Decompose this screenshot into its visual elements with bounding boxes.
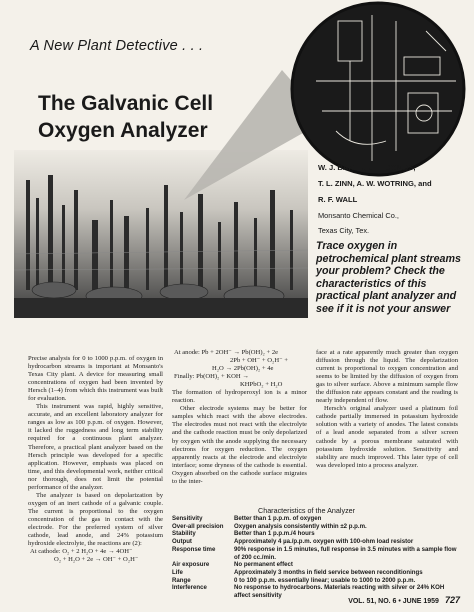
author-line: R. F. WALL <box>318 195 358 204</box>
table-row <box>172 523 462 531</box>
row-value: No permanent effect <box>234 561 293 569</box>
row-value: Oxygen analysis consistently within ±2 p.p.m. <box>234 522 367 530</box>
paragraph: This instrument was rapid, highly sensitive, accurate, and an excellent laboratory analyzer for ranges as low as 100 p.p.m. of oxygen. However, it lacked the ruggedness and long term stability required for a continuous plant analyzer. Therefore, a practical plant analyzer based on the Hersch principle was developed for a specific application. However, emphasis was placed on time, and this developmental work, neither critical nor thorough, does not limit the potential performance of the analyzer. <box>28 403 163 491</box>
characteristics-heading: Characteristics of the Analyzer <box>258 506 356 515</box>
body-column-2 <box>172 349 307 486</box>
row-value: No response to hydrocarbons. Materials reacting with silver or 24% KOH affect sensitivity <box>234 584 445 600</box>
table-row <box>172 561 462 569</box>
paragraph: Hersch's original analyzer used a platinum foil cathode partially immersed in potassium hydroxide solution with a variety of anodes. The latest consists of a lead anode separated from a silver screen cathode by a porous membrane saturated with potassium hydroxide solution. Sensitivity and stability are much improved. This later type of cell was developed into a process analyzer. <box>316 405 458 469</box>
teaser-text: Trace oxygen in petrochemical plant streams your problem? Check the characteristics of this practical plant analyzer and see if it is not your answer <box>316 240 461 315</box>
table-row <box>172 577 462 585</box>
article-title-line1: The Galvanic Cell <box>38 92 214 115</box>
table-row <box>172 569 462 577</box>
row-value: Better than 1 p.p.m. of oxygen <box>234 515 322 522</box>
row-value: 0 to 100 p.p.m. essentially linear; usable to 1000 to 2000 p.p.m. <box>234 576 416 584</box>
row-value: Approximately 3 months in field service between reconditionings <box>234 568 423 576</box>
body-column-1 <box>28 355 163 564</box>
row-label: Over-all precision <box>172 522 224 530</box>
issue-info: VOL. 51, NO. 6 • JUNE 1959 <box>348 598 439 605</box>
equation: H₂O → 2Pb(OH)₂ + 4e <box>212 365 274 373</box>
paragraph: The formation of hydroperoxyl ion is a minor reaction. <box>172 389 307 405</box>
equation: At cathode: O₂ + 2 H₂O + 4e → 4OH⁻ <box>30 548 133 556</box>
row-label: Air exposure <box>172 561 210 569</box>
row-label: Interference <box>172 584 207 592</box>
row-value: 90% response in 1.5 minutes, full response in 3.5 minutes with a sample flow of 200 cc./min. <box>234 545 457 561</box>
paragraph: Other electrode systems may be better for samples which react with the above electrodes. The electrodes must not react with the electrolyte and the cathode reaction must be only depolarized by oxygen with the anode supplying the necessary electrons for oxygen reduction. The oxygen apparently reacts at the electrode and electrolyte interface; some dryness of the cathode is essential. Oxygen absorbed on the cathode surface migrates to the inter- <box>172 405 307 485</box>
page-number: 727 <box>444 595 460 605</box>
kicker-text: A New Plant Detective . . . <box>30 38 204 54</box>
body-column-3 <box>316 349 458 470</box>
row-label: Life <box>172 568 183 576</box>
paragraph: Precise analysis for 0 to 1000 p.p.m. of oxygen in hydrocarbon streams is important at Monsanto's Texas City plant. A device for measuring small concentrations of oxygen had been invented by Hersch (1–4) from which this instrument was built for evaluation. <box>28 355 163 403</box>
equation: At anode: Pb + 2OH⁻ → Pb(OH)₂ + 2e <box>174 349 279 356</box>
author-line: W. J. BAKER, J. F. COMBS, <box>318 163 416 172</box>
paragraph: The analyzer is based on depolarization by oxygen of an inert cathode of a galvanic couple. The current is proportional to the oxygen concentration of the gas in contact with the electrode. For the preferred system of silver cathode, lead anode, and 24% potassium hydroxide electrolyte, the reactions are (2): <box>28 491 163 548</box>
row-value: Approximately 4 µa./p.p.m. oxygen with 100-ohm load resistor <box>234 538 414 546</box>
row-label: Response time <box>172 545 216 553</box>
equation: KHPbO₂ + H₂O <box>240 381 283 389</box>
page-footer <box>348 595 460 605</box>
article-title-line2: Oxygen Analyzer <box>38 119 208 142</box>
row-value: Better than 1 p.p.m./4 hours <box>234 530 315 538</box>
row-label: Range <box>172 576 191 584</box>
affiliation-location: Texas City, Tex. <box>318 226 370 235</box>
author-block <box>318 160 468 238</box>
row-label: Sensitivity <box>172 515 203 522</box>
affiliation: Monsanto Chemical Co., <box>318 211 399 220</box>
equation: O₂ + H₂O + 2e → OH⁻ + O₂H⁻ <box>54 556 139 564</box>
characteristics-table <box>172 515 462 600</box>
row-label: Output <box>172 538 192 546</box>
equation: 2Pb + OH⁻ + O₂H⁻ + <box>230 357 288 365</box>
equation: Finally: Pb(OH)₂ + KOH → <box>174 373 249 381</box>
author-line: T. L. ZINN, A. W. WOTRING, and <box>318 179 432 188</box>
table-row <box>172 546 462 561</box>
table-row <box>172 538 462 546</box>
table-row <box>172 515 462 523</box>
row-label: Stability <box>172 530 196 538</box>
table-row <box>172 530 462 538</box>
paragraph: face at a rate apparently much greater than oxygen diffusion through the liquid. The depolarization current is proportional to oxygen concentration and seems to be limited by the diffusion of oxygen from gas to silver surface. Above a minimum sample flow the diffusion rate appears constant and the reading is nearly independent of flow. <box>316 349 458 405</box>
